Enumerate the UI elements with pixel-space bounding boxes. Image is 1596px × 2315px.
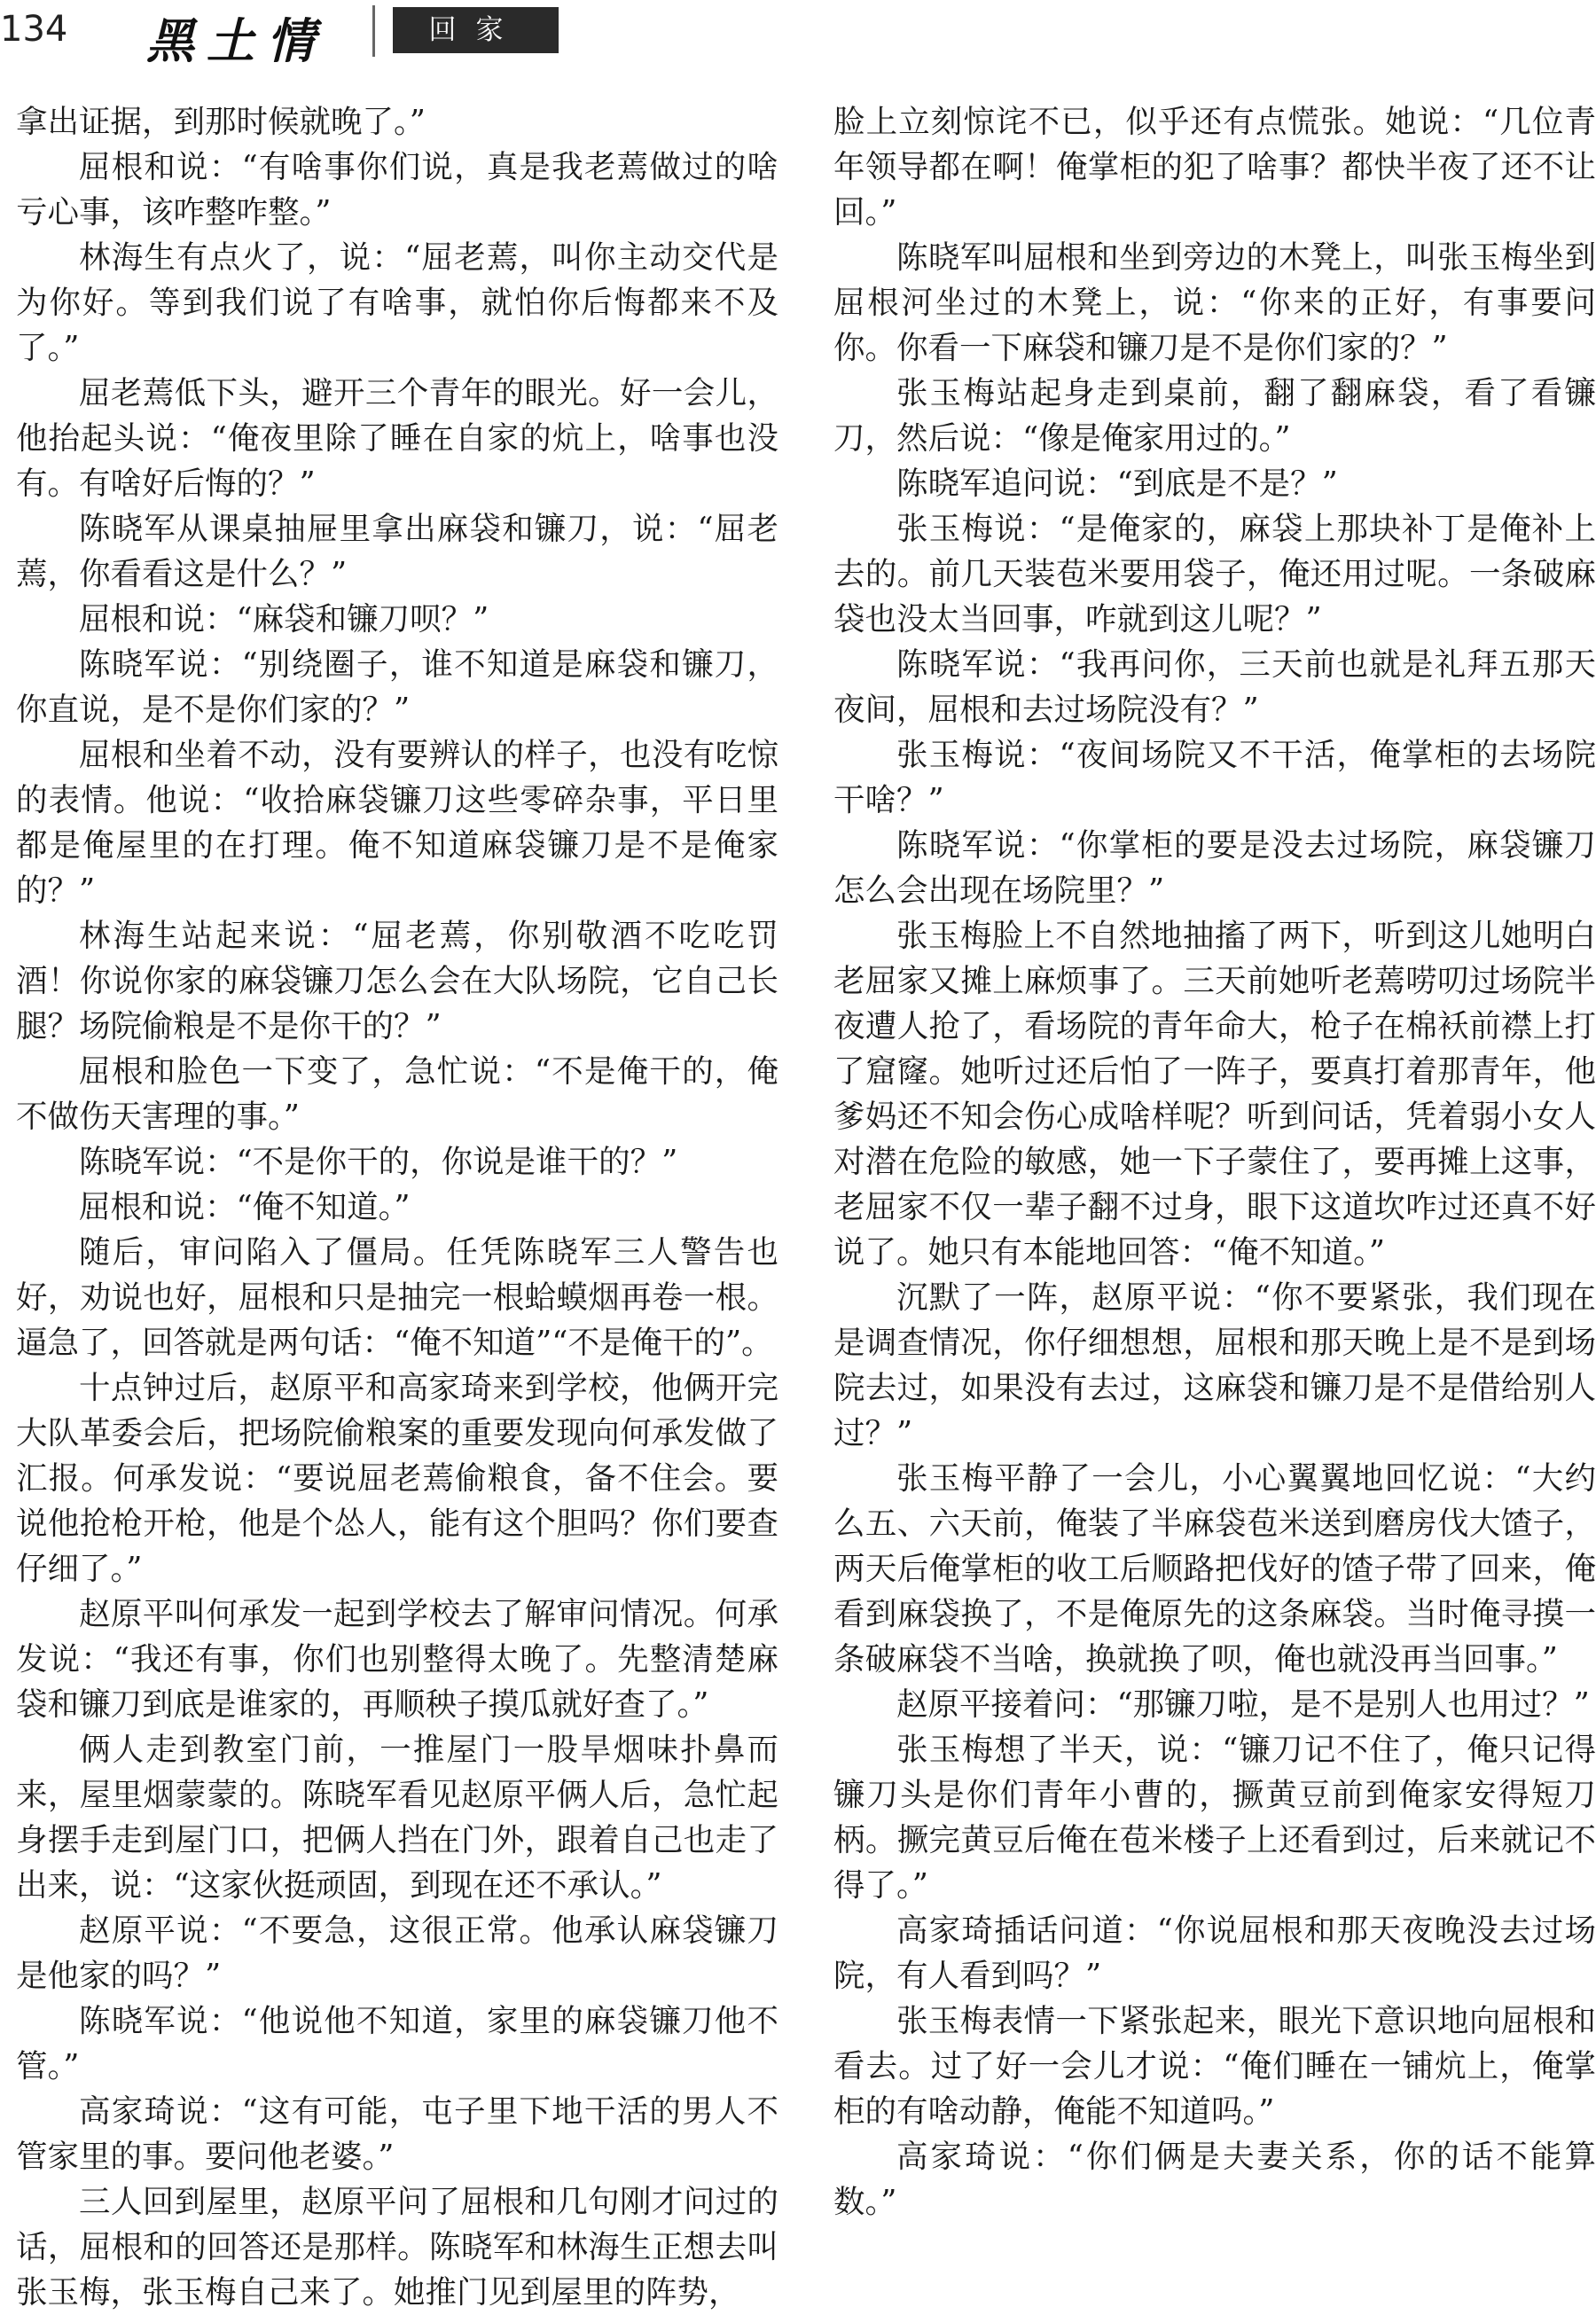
paragraph: 林海生有点火了，说：“屈老蔫，叫你主动交代是为你好。等到我们说了有啥事，就怕你后悔都来不及了。” <box>16 239 778 366</box>
paragraph: 三人回到屋里，赵原平问了屈根和几句刚才问过的话，屈根和的回答还是那样。陈晓军和林海生正想去叫张玉梅，张玉梅自己来了。她推门见到屋里的阵势， <box>16 2184 778 2311</box>
paragraph: 陈晓军说：“你掌柜的要是没去过场院，麻袋镰刀怎么会出现在场院里？” <box>833 827 1596 909</box>
paragraph: 屈老蔫低下头，避开三个青年的眼光。好一会儿，他抬起头说：“俺夜里除了睡在自家的炕上，啥事也没有。有啥好后悔的？” <box>16 375 778 502</box>
page-number: 134 <box>0 9 68 50</box>
paragraph: 陈晓军追问说：“到底是不是？” <box>896 465 1338 502</box>
paragraph: 随后，审问陷入了僵局。任凭陈晓军三人警告也好，劝说也好，屈根和只是抽完一根蛤蟆烟再卷一根。逼急了，回答就是两句话：“俺不知道”“不是俺干的”。 <box>16 1234 778 1361</box>
paragraph: 高家琦插话问道：“你说屈根和那天夜晚没去过场院，有人看到吗？” <box>833 1912 1596 1994</box>
paragraph: 赵原平说：“不要急，这很正常。他承认麻袋镰刀是他家的吗？” <box>16 1912 778 1994</box>
paragraph: 张玉梅想了半天，说：“镰刀记不住了，俺只记得镰刀头是你们青年小曹的，撅黄豆前到俺家安得短刀柄。撅完黄豆后俺在苞米楼子上还看到过，后来就记不得了。” <box>833 1732 1596 1904</box>
paragraph: 高家琦说：“你们俩是夫妻关系，你的话不能算数。” <box>833 2139 1596 2220</box>
paragraph: 张玉梅表情一下紧张起来，眼光下意识地向屈根和看去。过了好一会儿才说：“俺们睡在一铺炕上，俺掌柜的有啥动静，俺能不知道吗。” <box>833 2003 1596 2130</box>
text-column-right <box>833 99 1596 2270</box>
paragraph: 张玉梅脸上不自然地抽搐了两下，听到这儿她明白老屈家又摊上麻烦事了。三天前她听老蔫唠叨过场院半夜遭人抢了，看场院的青年命大，枪子在棉袄前襟上打了窟窿。她听过还后怕了一阵子，要真打着那青年，他爹妈还不知会伤心成啥样呢？听到问话，凭着弱小女人对潜在危险的敏感，她一下子蒙住了，要再摊上这事，老屈家不仅一辈子翻不过身，眼下这道坎咋过还真不好说了。她只有本能地回答：“俺不知道。” <box>833 918 1596 1271</box>
paragraph: 张玉梅说：“是俺家的，麻袋上那块补丁是俺补上去的。前几天装苞米要用袋子，俺还用过呢。一条破麻袋也没太当回事，咋就到这儿呢？” <box>833 511 1596 637</box>
paragraph: 屈根和说：“有啥事你们说，真是我老蔫做过的啥亏心事，该咋整咋整。” <box>16 149 778 231</box>
paragraph: 张玉梅站起身走到桌前，翻了翻麻袋，看了看镰刀，然后说：“像是俺家用过的。” <box>833 375 1596 457</box>
paragraph: 张玉梅说：“夜间场院又不干活，俺掌柜的去场院干啥？” <box>833 737 1596 818</box>
paragraph: 拿出证据，到那时候就晚了。” <box>16 104 426 140</box>
magazine-title: 黑土情 <box>146 12 327 69</box>
paragraph: 陈晓军说：“不是你干的，你说是谁干的？” <box>79 1144 678 1180</box>
paragraph: 赵原平接着问：“那镰刀啦，是不是别人也用过？” <box>896 1686 1590 1723</box>
paragraph: 十点钟过后，赵原平和高家琦来到学校，他俩开完大队革委会后，把场院偷粮案的重要发现向何承发做了汇报。何承发说：“要说屈老蔫偷粮食，备不住会。要说他抢枪开枪，他是个怂人，能有这个胆吗？你们要查仔细了。” <box>16 1370 778 1587</box>
section-label: 回家 <box>393 7 559 53</box>
text-column-left <box>16 99 778 2311</box>
paragraph: 脸上立刻惊诧不已，似乎还有点慌张。她说：“几位青年领导都在啊！俺掌柜的犯了啥事？都快半夜了还不让回。” <box>833 104 1596 231</box>
paragraph: 俩人走到教室门前，一推屋门一股旱烟味扑鼻而来，屋里烟蒙蒙的。陈晓军看见赵原平俩人后，急忙起身摆手走到屋门口，把俩人挡在门外，跟着自己也走了出来，说：“这家伙挺顽固，到现在还不承认。” <box>16 1732 778 1904</box>
paragraph: 高家琦说：“这有可能，屯子里下地干活的男人不管家里的事。要问他老婆。” <box>16 2093 778 2175</box>
paragraph: 赵原平叫何承发一起到学校去了解审问情况。何承发说：“我还有事，你们也别整得太晚了。先整清楚麻袋和镰刀到底是谁家的，再顺秧子摸瓜就好查了。” <box>16 1596 778 1723</box>
paragraph: 沉默了一阵，赵原平说：“你不要紧张，我们现在是调查情况，你仔细想想，屈根和那天晚上是不是到场院去过，如果没有去过，这麻袋和镰刀是不是借给别人过？” <box>833 1279 1596 1451</box>
page-header <box>0 0 1596 69</box>
paragraph: 陈晓军说：“他说他不知道，家里的麻袋镰刀他不管。” <box>16 2003 778 2084</box>
paragraph: 林海生站起来说：“屈老蔫，你别敬酒不吃吃罚酒！你说你家的麻袋镰刀怎么会在大队场院，它自己长腿？场院偷粮是不是你干的？” <box>16 918 778 1044</box>
paragraph: 屈根和说：“麻袋和镰刀呗？” <box>79 601 489 637</box>
paragraph: 屈根和说：“俺不知道。” <box>79 1189 411 1225</box>
paragraph: 屈根和脸色一下变了，急忙说：“不是俺干的，俺不做伤天害理的事。” <box>16 1053 778 1135</box>
paragraph: 陈晓军从课桌抽屉里拿出麻袋和镰刀，说：“屈老蔫，你看看这是什么？” <box>16 511 778 592</box>
paragraph: 张玉梅平静了一会儿，小心翼翼地回忆说：“大约么五、六天前，俺装了半麻袋苞米送到磨房伐大馇子，两天后俺掌柜的收工后顺路把伐好的馇子带了回来，俺看到麻袋换了，不是俺原先的这条麻袋。当时俺寻摸一条破麻袋不当啥，换就换了呗，俺也就没再当回事。” <box>833 1460 1596 1678</box>
paragraph: 陈晓军说：“我再问你，三天前也就是礼拜五那天夜间，屈根和去过场院没有？” <box>833 646 1596 728</box>
paragraph: 陈晓军叫屈根和坐到旁边的木凳上，叫张玉梅坐到屈根河坐过的木凳上，说：“你来的正好，有事要问你。你看一下麻袋和镰刀是不是你们家的？” <box>833 239 1596 366</box>
paragraph: 陈晓军说：“别绕圈子，谁不知道是麻袋和镰刀，你直说，是不是你们家的？” <box>16 646 778 728</box>
paragraph: 屈根和坐着不动，没有要辨认的样子，也没有吃惊的表情。他说：“收拾麻袋镰刀这些零碎杂事，平日里都是俺屋里的在打理。俺不知道麻袋镰刀是不是俺家的？” <box>16 737 778 909</box>
header-divider <box>372 5 375 57</box>
